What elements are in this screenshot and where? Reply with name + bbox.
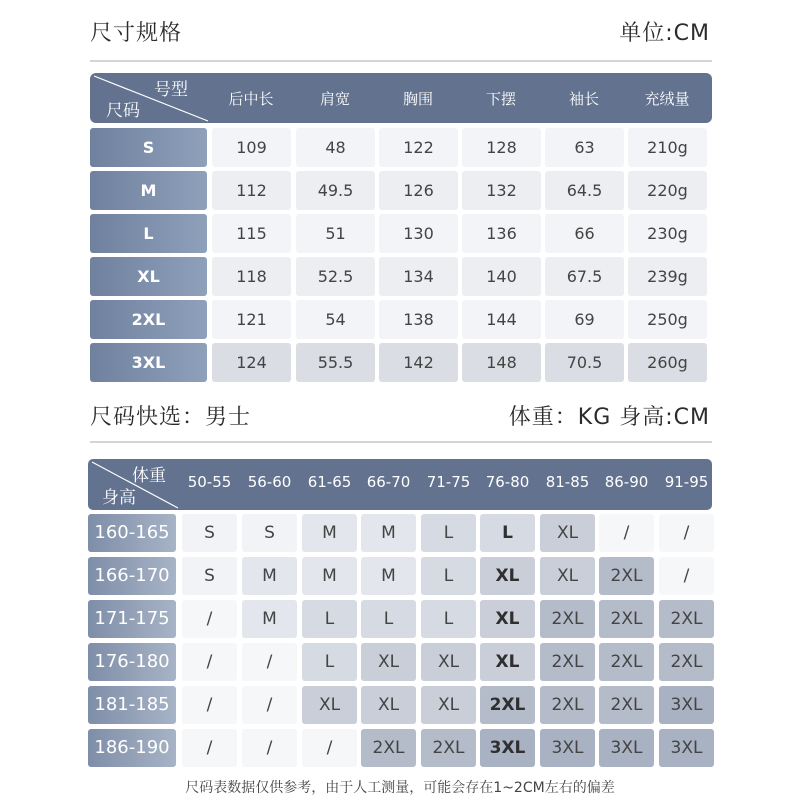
table-cell: 122 — [379, 128, 458, 167]
table-cell: 220g — [628, 171, 707, 210]
table-cell: 49.5 — [296, 171, 375, 210]
size-recommendation-cell: 2XL — [361, 729, 416, 767]
size-recommendation-cell: / — [182, 686, 237, 724]
size-recommendation-cell: S — [182, 514, 237, 552]
table-cell: 142 — [379, 343, 458, 382]
size-recommendation-cell: L — [421, 600, 476, 638]
weight-range-header: 91-95 — [664, 473, 709, 491]
corner-label-weight: 体重 — [132, 466, 166, 486]
size-recommendation-cell: 2XL — [540, 643, 595, 681]
quick-pick-units: 体重：KG 身高:CM — [508, 405, 710, 430]
size-recommendation-cell: / — [599, 514, 654, 552]
quick-pick-title: 尺码快选：男士 — [90, 405, 252, 430]
weight-range-header: 86-90 — [604, 473, 649, 491]
weight-range-header: 50-55 — [187, 473, 232, 491]
column-header: 后中长 — [228, 90, 274, 108]
size-recommendation-cell: L — [302, 643, 357, 681]
table-cell: 55.5 — [296, 343, 375, 382]
size-recommendation-cell: 2XL — [540, 686, 595, 724]
size-table-corner — [90, 73, 210, 123]
size-recommendation-cell: M — [242, 600, 297, 638]
table-cell: 239g — [628, 257, 707, 296]
size-recommendation-cell: L — [361, 600, 416, 638]
table-row — [88, 643, 712, 681]
table-cell: 64.5 — [545, 171, 624, 210]
size-recommendation-cell: 3XL — [659, 729, 714, 767]
weight-range-header: 76-80 — [485, 473, 530, 491]
weight-range-header: 71-75 — [426, 473, 471, 491]
size-recommendation-cell: 2XL — [599, 643, 654, 681]
table-cell: 109 — [212, 128, 291, 167]
size-recommendation-cell: L — [421, 514, 476, 552]
size-recommendation-cell: 2XL — [480, 686, 535, 724]
size-recommendation-cell: 3XL — [540, 729, 595, 767]
size-recommendation-cell: XL — [480, 600, 535, 638]
height-range-label: 166-170 — [88, 557, 176, 595]
size-recommendation-cell: 2XL — [659, 643, 714, 681]
size-recommendation-cell: L — [480, 514, 535, 552]
height-range-label: 171-175 — [88, 600, 176, 638]
table-cell: 230g — [628, 214, 707, 253]
corner-label-type: 号型 — [154, 80, 188, 100]
size-recommendation-cell: 2XL — [421, 729, 476, 767]
size-recommendation-cell: XL — [540, 557, 595, 595]
column-header: 胸围 — [402, 90, 433, 108]
size-recommendation-cell: 2XL — [540, 600, 595, 638]
size-recommendation-cell: 3XL — [599, 729, 654, 767]
height-range-label: 176-180 — [88, 643, 176, 681]
size-label: L — [90, 214, 207, 253]
table-row — [88, 514, 712, 552]
size-recommendation-cell: / — [659, 557, 714, 595]
corner-label-size: 尺码 — [106, 101, 140, 121]
size-label: 2XL — [90, 300, 207, 339]
table-cell: 136 — [462, 214, 541, 253]
table-cell: 126 — [379, 171, 458, 210]
size-recommendation-cell: S — [242, 514, 297, 552]
column-header: 肩宽 — [319, 90, 350, 108]
size-recommendation-cell: / — [182, 600, 237, 638]
size-recommendation-cell: 2XL — [599, 600, 654, 638]
size-recommendation-cell: / — [242, 729, 297, 767]
table-cell: 132 — [462, 171, 541, 210]
table-cell: 51 — [296, 214, 375, 253]
size-label: XL — [90, 257, 207, 296]
size-recommendation-cell: XL — [480, 643, 535, 681]
size-recommendation-cell: / — [242, 643, 297, 681]
quick-pick-corner — [88, 459, 180, 510]
quick-pick-header — [88, 459, 712, 510]
size-recommendation-cell: M — [361, 514, 416, 552]
size-label: 3XL — [90, 343, 207, 382]
corner-label-height: 身高 — [102, 488, 136, 508]
height-range-label: 160-165 — [88, 514, 176, 552]
size-recommendation-cell: / — [659, 514, 714, 552]
size-recommendation-cell: M — [361, 557, 416, 595]
size-spec-table — [90, 73, 712, 382]
height-range-label: 181-185 — [88, 686, 176, 724]
page-title: 尺寸规格 — [90, 21, 183, 46]
divider — [90, 441, 712, 443]
table-cell: 144 — [462, 300, 541, 339]
table-row — [90, 300, 712, 339]
weight-range-header: 66-70 — [366, 473, 411, 491]
table-row — [90, 171, 712, 210]
table-cell: 140 — [462, 257, 541, 296]
size-recommendation-cell: L — [421, 557, 476, 595]
table-cell: 70.5 — [545, 343, 624, 382]
size-recommendation-cell: XL — [421, 643, 476, 681]
column-header: 袖长 — [568, 90, 599, 108]
table-cell: 118 — [212, 257, 291, 296]
table-cell: 48 — [296, 128, 375, 167]
table-cell: 148 — [462, 343, 541, 382]
table-cell: 124 — [212, 343, 291, 382]
table-cell: 250g — [628, 300, 707, 339]
size-label: S — [90, 128, 207, 167]
size-recommendation-cell: XL — [302, 686, 357, 724]
table-cell: 260g — [628, 343, 707, 382]
size-label: M — [90, 171, 207, 210]
table-cell: 134 — [379, 257, 458, 296]
size-recommendation-cell: L — [302, 600, 357, 638]
size-recommendation-cell: M — [302, 557, 357, 595]
size-recommendation-cell: S — [182, 557, 237, 595]
table-cell: 66 — [545, 214, 624, 253]
size-recommendation-cell: / — [182, 729, 237, 767]
table-row — [90, 214, 712, 253]
weight-range-header: 81-85 — [545, 473, 590, 491]
size-recommendation-cell: XL — [361, 686, 416, 724]
table-row — [88, 600, 712, 638]
table-row — [90, 128, 712, 167]
weight-range-header: 61-65 — [307, 473, 352, 491]
unit-label: 单位:CM — [619, 21, 710, 46]
size-table-header — [90, 73, 712, 123]
divider — [90, 60, 712, 62]
table-cell: 67.5 — [545, 257, 624, 296]
size-recommendation-cell: 2XL — [599, 686, 654, 724]
table-cell: 138 — [379, 300, 458, 339]
size-recommendation-cell: M — [242, 557, 297, 595]
size-recommendation-cell: XL — [361, 643, 416, 681]
table-row — [88, 686, 712, 724]
size-recommendation-cell: 3XL — [659, 686, 714, 724]
table-cell: 54 — [296, 300, 375, 339]
size-quick-pick-table — [88, 459, 712, 758]
weight-range-header: 56-60 — [247, 473, 292, 491]
table-cell: 52.5 — [296, 257, 375, 296]
size-recommendation-cell: XL — [421, 686, 476, 724]
size-recommendation-cell: M — [302, 514, 357, 552]
table-row — [88, 557, 712, 595]
table-row — [90, 343, 712, 382]
size-recommendation-cell: 3XL — [480, 729, 535, 767]
size-recommendation-cell: 2XL — [659, 600, 714, 638]
size-recommendation-cell: / — [302, 729, 357, 767]
size-recommendation-cell: XL — [480, 557, 535, 595]
size-recommendation-cell: / — [242, 686, 297, 724]
table-cell: 115 — [212, 214, 291, 253]
size-recommendation-cell: XL — [540, 514, 595, 552]
column-header: 充绒量 — [644, 90, 690, 108]
table-cell: 63 — [545, 128, 624, 167]
size-recommendation-cell: 2XL — [599, 557, 654, 595]
table-cell: 128 — [462, 128, 541, 167]
table-cell: 69 — [545, 300, 624, 339]
size-recommendation-cell: / — [182, 643, 237, 681]
table-row — [88, 729, 712, 767]
footnote: 尺码表数据仅供参考，由于人工测量，可能会存在1~2CM左右的偏差 — [185, 780, 615, 796]
table-row — [90, 257, 712, 296]
column-header: 下摆 — [485, 90, 516, 108]
table-cell: 130 — [379, 214, 458, 253]
table-cell: 121 — [212, 300, 291, 339]
table-cell: 210g — [628, 128, 707, 167]
height-range-label: 186-190 — [88, 729, 176, 767]
table-cell: 112 — [212, 171, 291, 210]
